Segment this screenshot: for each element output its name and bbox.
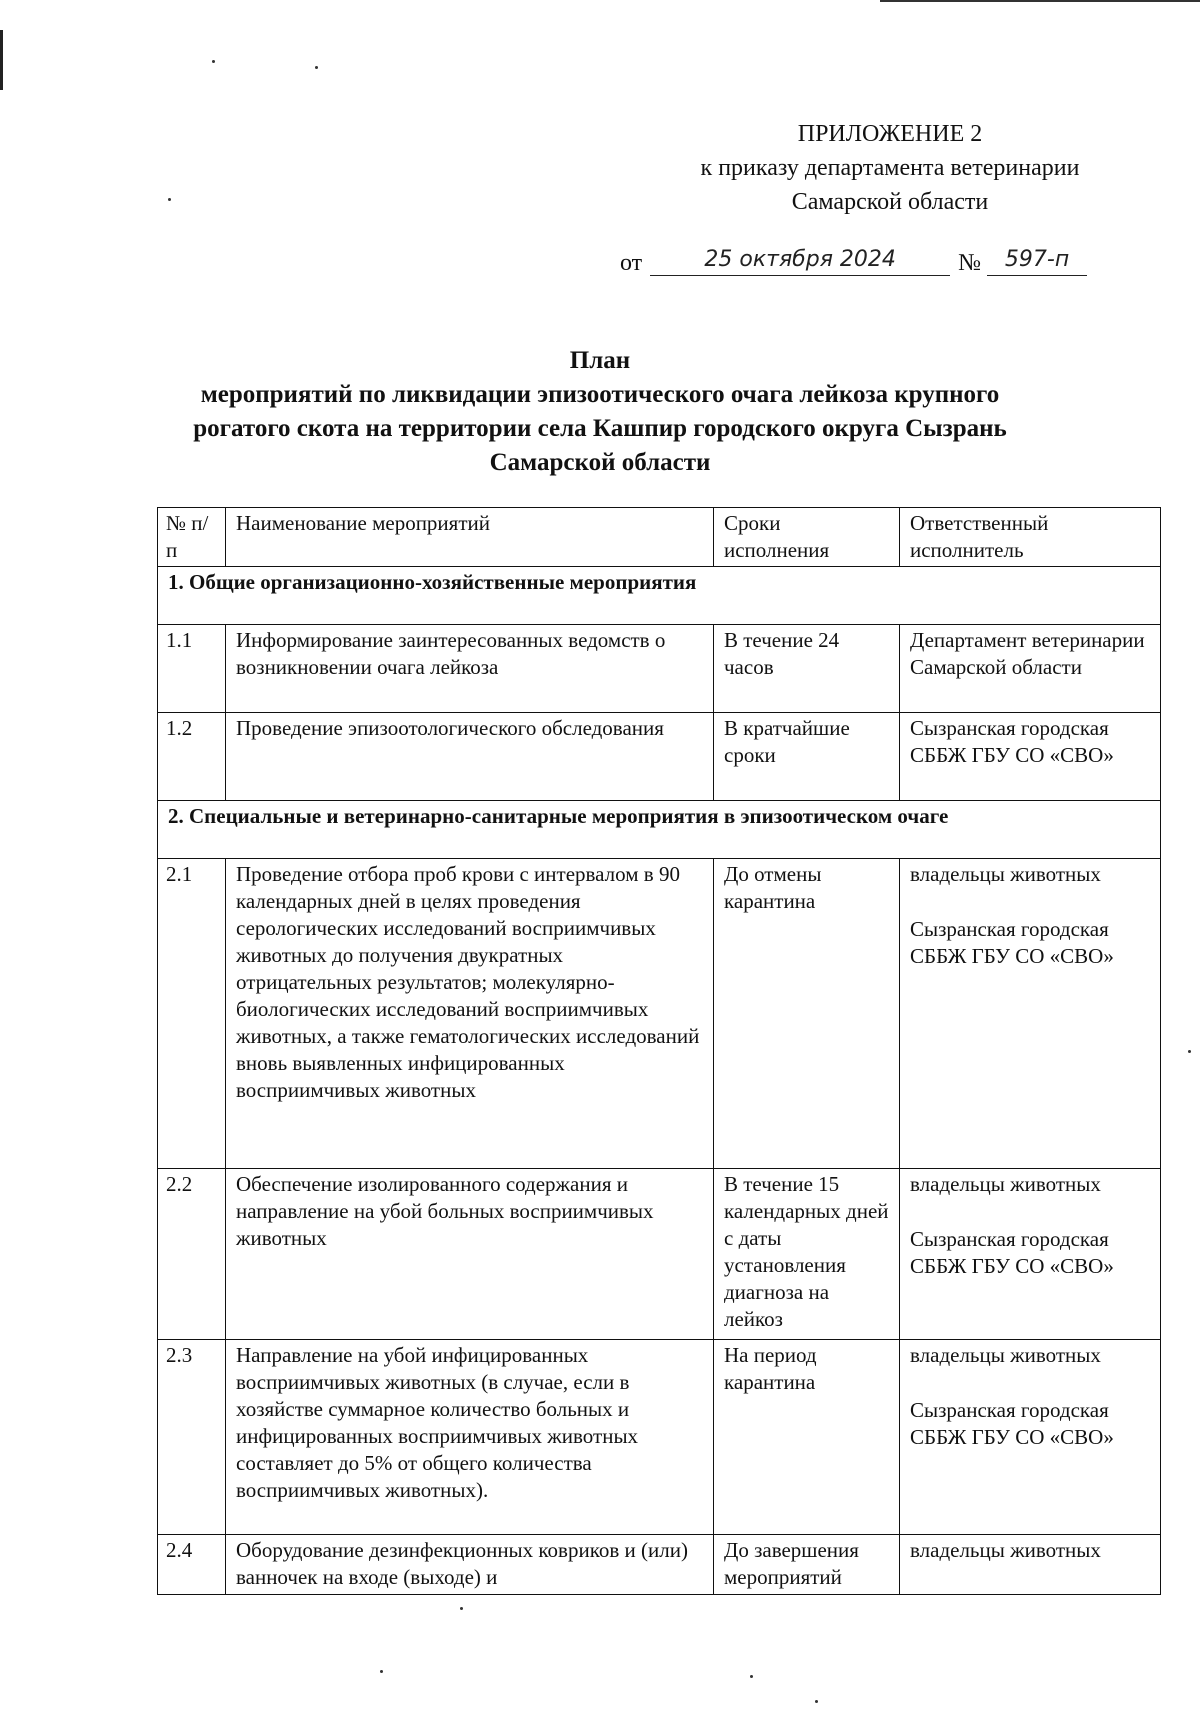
- handwritten-date: 25 октября 2024: [650, 245, 950, 276]
- row-number: 1.2: [158, 713, 226, 801]
- scan-speck: [1188, 1050, 1191, 1053]
- table-row: [158, 859, 1161, 1169]
- table-row: [158, 1340, 1161, 1535]
- responsible-party: владельцы животных: [910, 1343, 1101, 1367]
- row-name: Проведение отбора проб крови с интервалом в 90 календарных дней в целях проведения серологических исследований восприимчивых животных до получения двукратных отрицательных результатов; молекулярно-биологических исследований восприимчивых животных, а также гематологических исследований вновь выявленных инфицированных восприимчивых животных: [226, 859, 714, 1169]
- plan-title: План: [569, 347, 631, 374]
- order-region: Самарской области: [791, 189, 989, 215]
- scan-speck: [380, 1670, 383, 1673]
- responsible-party: владельцы животных: [910, 1172, 1101, 1196]
- header-term: Сроки исполнения: [714, 508, 900, 567]
- row-term: До завершения мероприятий: [714, 1535, 900, 1595]
- row-term: До отмены карантина: [714, 859, 900, 1169]
- responsible-party: Департамент ветеринарии Самарской области: [910, 628, 1145, 679]
- row-term: В кратчайшие сроки: [714, 713, 900, 801]
- responsible-party: Сызранская городская СББЖ ГБУ СО «СВО»: [910, 917, 1114, 968]
- section-title: 2. Специальные и ветеринарно-санитарные мероприятия в эпизоотическом очаге: [158, 801, 1161, 859]
- plan-subtitle-line-1: мероприятий по ликвидации эпизоотического очага лейкоза крупного: [200, 381, 1000, 408]
- row-responsible: [900, 713, 1161, 801]
- row-name: Информирование заинтересованных ведомств о возникновении очага лейкоза: [226, 625, 714, 713]
- table-row: [158, 1535, 1161, 1595]
- row-responsible: [900, 625, 1161, 713]
- table-row: [158, 1169, 1161, 1340]
- row-number: 2.4: [158, 1535, 226, 1595]
- scan-speck: [315, 66, 318, 69]
- section-row: [158, 567, 1161, 625]
- row-responsible: [900, 1340, 1161, 1535]
- header-name: Наименование мероприятий: [226, 508, 714, 567]
- row-term: На период карантина: [714, 1340, 900, 1535]
- table-header-row: [158, 508, 1161, 567]
- row-number: 2.3: [158, 1340, 226, 1535]
- header-responsible: Ответственный исполнитель: [900, 508, 1161, 567]
- plan-subtitle-line-2: рогатого скота на территории села Кашпир городского округа Сызрань: [193, 415, 1007, 442]
- row-term: В течение 15 календарных дней с даты установления диагноза на лейкоз: [714, 1169, 900, 1340]
- scan-speck: [168, 198, 171, 201]
- row-name: Проведение эпизоотологического обследования: [226, 713, 714, 801]
- responsible-party: Сызранская городская СББЖ ГБУ СО «СВО»: [910, 1227, 1114, 1278]
- scan-edge-mark: [0, 30, 3, 90]
- scan-speck: [212, 60, 215, 63]
- row-number: 2.1: [158, 859, 226, 1169]
- number-label: №: [958, 250, 982, 276]
- order-reference: к приказу департамента ветеринарии: [700, 155, 1080, 181]
- row-responsible: [900, 1535, 1161, 1595]
- responsible-party: владельцы животных: [910, 1538, 1101, 1562]
- plan-table: [157, 507, 1161, 1595]
- scan-speck: [815, 1700, 818, 1703]
- responsible-party: Сызранская городская СББЖ ГБУ СО «СВО»: [910, 716, 1114, 767]
- row-term: В течение 24 часов: [714, 625, 900, 713]
- plan-subtitle-line-3: Самарской области: [489, 449, 711, 476]
- order-date-number-line: [620, 248, 1140, 280]
- responsible-party: владельцы животных: [910, 862, 1101, 886]
- section-row: [158, 801, 1161, 859]
- from-label: от: [620, 250, 643, 276]
- row-responsible: [900, 859, 1161, 1169]
- handwritten-number: 597-п: [987, 245, 1087, 276]
- row-number: 1.1: [158, 625, 226, 713]
- section-title: 1. Общие организационно-хозяйственные мероприятия: [158, 567, 1161, 625]
- row-number: 2.2: [158, 1169, 226, 1340]
- appendix-heading: ПРИЛОЖЕНИЕ 2: [797, 121, 983, 147]
- row-name: Обеспечение изолированного содержания и направление на убой больных восприимчивых животных: [226, 1169, 714, 1340]
- row-responsible: [900, 1169, 1161, 1340]
- header-number: № п/п: [158, 508, 226, 567]
- table-row: [158, 713, 1161, 801]
- row-name: Направление на убой инфицированных восприимчивых животных (в случае, если в хозяйстве суммарное количество больных и инфицированных восприимчивых животных составляет до 5% от общего количества восприимчивых животных).: [226, 1340, 714, 1535]
- scan-speck: [460, 1607, 463, 1610]
- scan-speck: [750, 1675, 753, 1678]
- responsible-party: Сызранская городская СББЖ ГБУ СО «СВО»: [910, 1398, 1114, 1449]
- row-name: Оборудование дезинфекционных ковриков и (или) ванночек на входе (выходе) и: [226, 1535, 714, 1595]
- scan-edge-line: [880, 0, 1200, 2]
- table-row: [158, 625, 1161, 713]
